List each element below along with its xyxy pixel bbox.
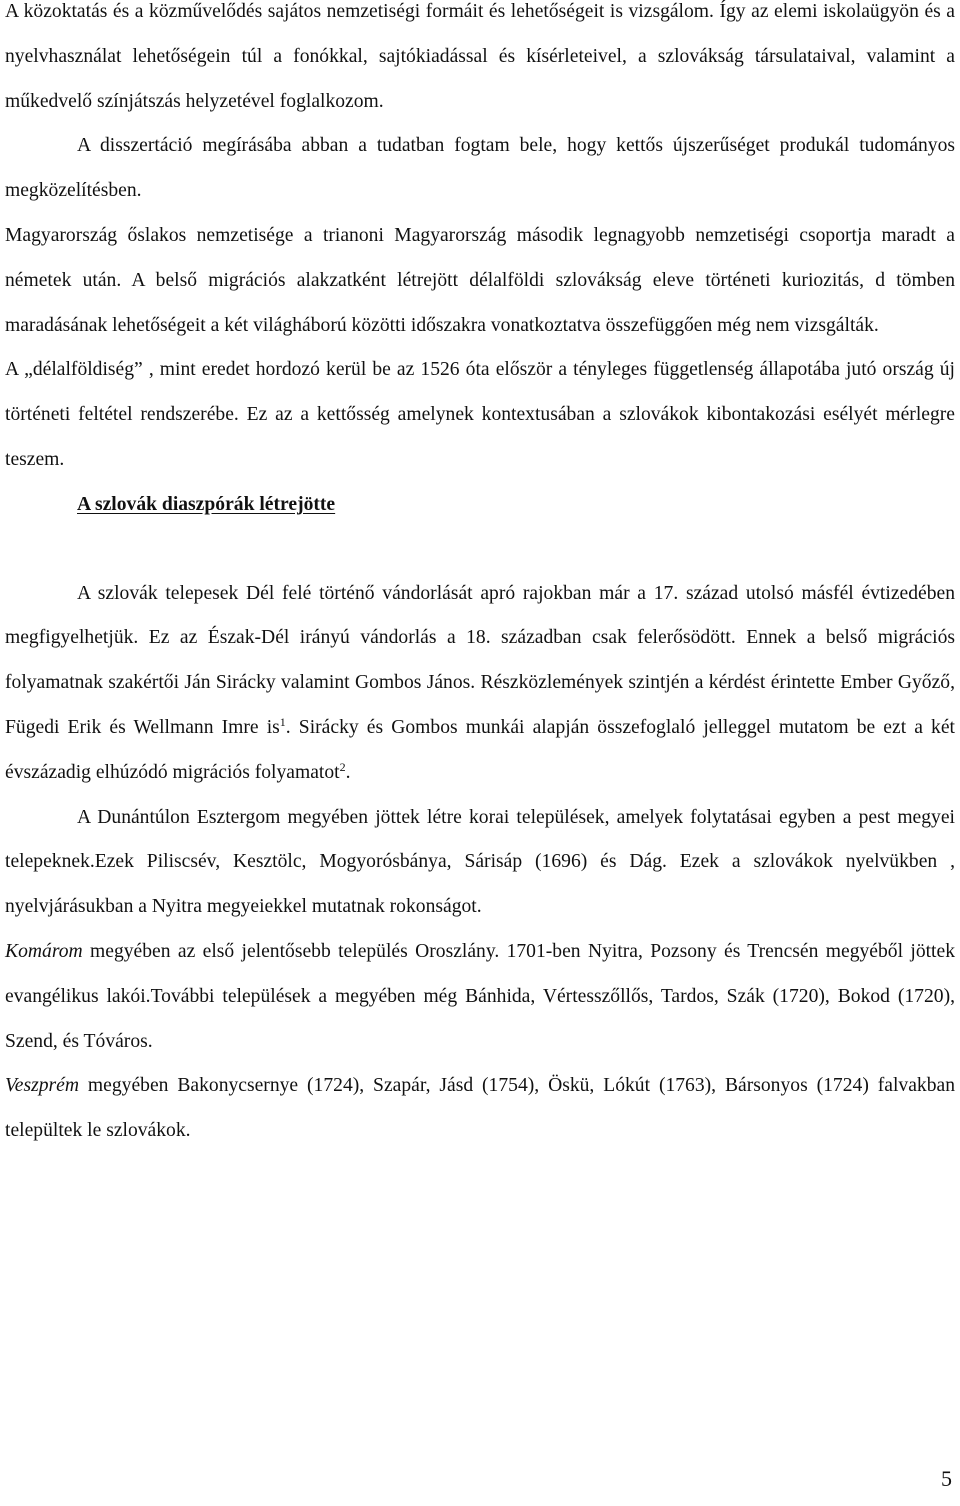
paragraph-veszprem <box>5 1064 955 1154</box>
settlers-text-b: . Sirácky és Gombos munkái alapján összefoglaló jelleggel mutatom be ezt a két évszázadig elhúzódó migrációs folyamatot <box>5 716 955 783</box>
paragraph-education: A közoktatás és a közművelődés sajátos nemzetiségi formáit és lehetőségeit is vizsgálom. Így az elemi iskolaügyön és a nyelvhasználat lehetőségein túl a fonókkal, sajtókiadással és kísérleteivel, a szlovákság társulataival, valamint a műkedvelő színjátszás helyzetével foglalkozom. <box>5 1 955 112</box>
section-heading: A szlovák diaszpórák létrejötte <box>77 493 336 515</box>
settlers-text-c: . <box>345 761 351 783</box>
paragraph-dissertation: A disszertáció megírásába abban a tudatban fogtam bele, hogy kettős újszerűséget produkál tudományos megközelítésben. <box>5 135 955 202</box>
county-name-komarom: Komárom <box>5 940 83 962</box>
document-page <box>5 0 955 1154</box>
paragraph-hungary-minority: Magyarország őslakos nemzetisége a trianoni Magyarország második legnagyobb nemzetiségi csoportja maradt a németek után. A belső migrációs alakzatként létrejött délalföldi szlovákság eleve történeti kuriozitás, d tömben maradásának lehetőségeit a két világháború közötti időszakra vonatkoztatva összefüggően még nem vizsgálták. <box>5 224 955 336</box>
paragraph-transdanubia: A Dunántúlon Esztergom megyében jöttek létre korai települések, amelyek folytatásai egyben a pest megyei telepeknek.Ezek Piliscsév, Kesztölc, Mogyorósbánya, Sárisáp (1696) és Dág. Ezek a szlovákok nyelvükben , nyelvjárásukban a Nyitra megyeiekkel mutatnak rokonságot. <box>5 806 955 918</box>
paragraph-settlers <box>5 572 955 796</box>
komarom-text: megyében az első jelentősebb település Oroszlány. 1701-ben Nyitra, Pozsony és Trencsén megyéből jöttek evangélikus lakói.További települések a megyében még Bánhida, Vértesszőllős, Tardos, Szák (1720), Bokod (1720), Szend, és Tóváros. <box>5 940 955 1052</box>
veszprem-text: megyében Bakonycsernye (1724), Szapár, Jásd (1754), Öskü, Lókút (1763), Bársonyos (1724) falvakban települtek le szlovákok. <box>5 1075 955 1142</box>
county-name-veszprem: Veszprém <box>5 1075 80 1097</box>
footnote-ref-2: 2 <box>339 759 346 774</box>
page-number: 5 <box>941 1466 952 1491</box>
settlers-text-a: A szlovák telepesek Dél felé történő vándorlását apró rajokban már a 17. század utolsó másfél évtizedében megfigyelhetjük. Ez az Észak-Dél irányú vándorlás a 18. században csak felerősödött. Ennek a belső migrációs folyamatnak szakértői Ján Sirácky valamint Gombos János. Részközlemények szintjén a kérdést érintette Ember Győző, Fügedi Erik és Wellmann Imre is <box>5 582 955 738</box>
footnote-ref-1: 1 <box>279 714 286 729</box>
paragraph-komarom <box>5 930 955 1064</box>
paragraph-delalfoldiseg: A „délalföldiség” , mint eredet hordozó kerül be az 1526 óta először a tényleges függetlenség állapotába jutó ország új történeti feltétel rendszerébe. Ez az a kettősség amelynek kontextusában a szlovákok kibontakozási esélyét mérlegre teszem. <box>5 359 955 470</box>
